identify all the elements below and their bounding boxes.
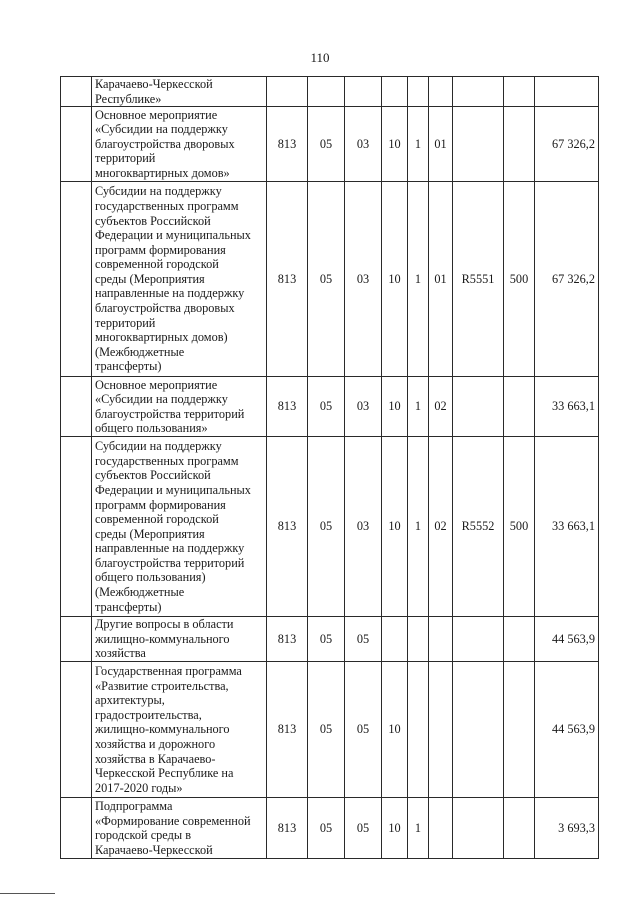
direction-code-cell: [453, 798, 504, 859]
subprogram-code-cell: [408, 77, 429, 107]
program-code-cell: 10: [382, 662, 408, 798]
expense-type-cell: 500: [504, 437, 535, 617]
subprogram-code-cell: [408, 662, 429, 798]
grbs-cell: 813: [267, 617, 308, 662]
direction-code-cell: [453, 77, 504, 107]
item-name: Основное мероприятие «Субсидии на поддержку благоустройства дворовых территорий многоквартирных домов»: [95, 107, 235, 181]
section-cell: 05: [308, 798, 345, 859]
activity-code-cell: [429, 617, 453, 662]
row-number-cell: [61, 617, 92, 662]
expense-type-cell: [504, 798, 535, 859]
program-code-cell: 10: [382, 798, 408, 859]
amount-cell: [535, 77, 599, 107]
page-number: 110: [310, 50, 330, 65]
subprogram-code-cell: 1: [408, 182, 429, 377]
expense-type-cell: [504, 107, 535, 182]
grbs-cell: 813: [267, 377, 308, 437]
row-number-cell: [61, 182, 92, 377]
grbs-cell: 813: [267, 437, 308, 617]
subprogram-code-cell: 1: [408, 377, 429, 437]
amount-cell: 33 663,1: [535, 377, 599, 437]
activity-code-cell: 02: [429, 377, 453, 437]
amount-cell: 33 663,1: [535, 437, 599, 617]
amount-cell: 44 563,9: [535, 617, 599, 662]
item-name-cell: [92, 107, 267, 182]
activity-code-cell: [429, 798, 453, 859]
item-name-cell: [92, 798, 267, 859]
grbs-cell: 813: [267, 182, 308, 377]
subprogram-code-cell: [408, 617, 429, 662]
row-number-cell: [61, 798, 92, 859]
budget-table: [60, 76, 599, 859]
grbs-cell: [267, 77, 308, 107]
activity-code-cell: 02: [429, 437, 453, 617]
direction-code-cell: [453, 617, 504, 662]
direction-code-cell: R5552: [453, 437, 504, 617]
expense-type-cell: [504, 77, 535, 107]
amount-cell: 67 326,2: [535, 182, 599, 377]
expense-type-cell: 500: [504, 182, 535, 377]
direction-code-cell: R5551: [453, 182, 504, 377]
program-code-cell: 10: [382, 107, 408, 182]
program-code-cell: [382, 77, 408, 107]
section-cell: 05: [308, 107, 345, 182]
table-row: [61, 617, 599, 662]
program-code-cell: 10: [382, 182, 408, 377]
section-cell: 05: [308, 617, 345, 662]
direction-code-cell: [453, 662, 504, 798]
activity-code-cell: 01: [429, 107, 453, 182]
subprogram-code-cell: 1: [408, 798, 429, 859]
activity-code-cell: [429, 77, 453, 107]
item-name: Карачаево-Черкесской Республике»: [95, 77, 213, 106]
program-code-cell: 10: [382, 377, 408, 437]
item-name: Субсидии на поддержку государственных программ субъектов Российской Федерации и муниципальных программ формирования современной городской среды (Мероприятия направленные на поддержку благоустройства дворовых территорий многоквартирных домов) (Межбюджетные трансферты): [95, 184, 251, 374]
item-name-cell: [92, 437, 267, 617]
item-name-cell: [92, 77, 267, 107]
item-name-cell: [92, 617, 267, 662]
subprogram-code-cell: 1: [408, 437, 429, 617]
subsection-cell: 05: [345, 798, 382, 859]
section-cell: 05: [308, 182, 345, 377]
amount-cell: 67 326,2: [535, 107, 599, 182]
section-cell: 05: [308, 662, 345, 798]
table-row: [61, 77, 599, 107]
item-name-cell: [92, 662, 267, 798]
expense-type-cell: [504, 617, 535, 662]
subsection-cell: 03: [345, 107, 382, 182]
row-number-cell: [61, 662, 92, 798]
expense-type-cell: [504, 377, 535, 437]
section-cell: 05: [308, 437, 345, 617]
grbs-cell: 813: [267, 662, 308, 798]
direction-code-cell: [453, 107, 504, 182]
subsection-cell: 03: [345, 437, 382, 617]
amount-cell: 3 693,3: [535, 798, 599, 859]
subsection-cell: 03: [345, 377, 382, 437]
table-row: [61, 377, 599, 437]
row-number-cell: [61, 377, 92, 437]
subprogram-code-cell: 1: [408, 107, 429, 182]
table-row: [61, 437, 599, 617]
expense-type-cell: [504, 662, 535, 798]
item-name: Другие вопросы в области жилищно-коммунального хозяйства: [95, 617, 234, 661]
table-row: [61, 182, 599, 377]
footer-rule: [0, 893, 55, 894]
subsection-cell: 03: [345, 182, 382, 377]
section-cell: 05: [308, 377, 345, 437]
amount-cell: 44 563,9: [535, 662, 599, 798]
item-name-cell: [92, 182, 267, 377]
row-number-cell: [61, 77, 92, 107]
item-name: Государственная программа «Развитие строительства, архитектуры, градостроительства, жилищно-коммунального хозяйства и дорожного хозяйства в Карачаево- Черкесской Республике на 2017-2020 годы»: [95, 664, 242, 795]
grbs-cell: 813: [267, 798, 308, 859]
row-number-cell: [61, 107, 92, 182]
direction-code-cell: [453, 377, 504, 437]
activity-code-cell: [429, 662, 453, 798]
row-number-cell: [61, 437, 92, 617]
subsection-cell: 05: [345, 617, 382, 662]
item-name: Подпрограмма «Формирование современной городской среды в Карачаево-Черкесской: [95, 799, 251, 857]
item-name: Субсидии на поддержку государственных программ субъектов Российской Федерации и муниципальных программ формирования современной городской среды (Мероприятия направленные на поддержку благоустройства территорий общего пользования) (Межбюджетные трансферты): [95, 439, 251, 614]
table-row: [61, 798, 599, 859]
item-name-cell: [92, 377, 267, 437]
activity-code-cell: 01: [429, 182, 453, 377]
table-row: [61, 662, 599, 798]
section-cell: [308, 77, 345, 107]
item-name: Основное мероприятие «Субсидии на поддержку благоустройства территорий общего пользования»: [95, 377, 245, 436]
subsection-cell: [345, 77, 382, 107]
program-code-cell: [382, 617, 408, 662]
subsection-cell: 05: [345, 662, 382, 798]
grbs-cell: 813: [267, 107, 308, 182]
table-row: [61, 107, 599, 182]
program-code-cell: 10: [382, 437, 408, 617]
